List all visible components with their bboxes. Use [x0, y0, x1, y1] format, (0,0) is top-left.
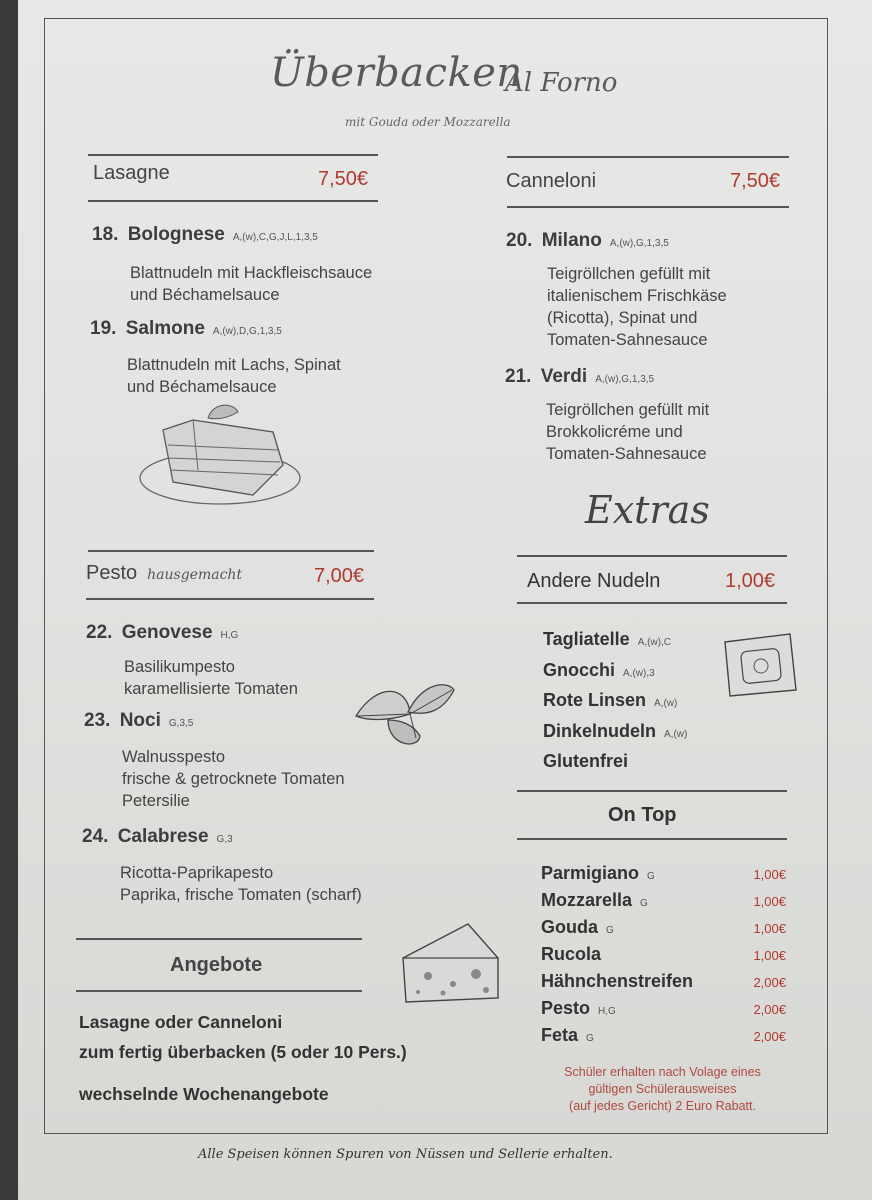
menu-item-23-desc: Walnusspesto frische & getrocknete Tomaten Petersilie: [122, 748, 345, 810]
menu-item-21-desc: Teigröllchen gefüllt mit Brokkolicréme und Tomaten-Sahnesauce: [546, 401, 710, 463]
angebote-line-2: zum fertig überbacken (5 oder 10 Pers.): [79, 1042, 407, 1062]
divider: [88, 200, 378, 202]
section-angebote-title: Angebote: [170, 954, 263, 976]
ontop-row: Gouda G 1,00€: [541, 917, 786, 937]
page-title-suffix: Al Forno: [505, 68, 618, 98]
section-pesto-price: 7,00€: [314, 565, 365, 587]
divider: [86, 598, 374, 600]
divider: [507, 156, 789, 158]
student-discount-note: Schüler erhalten nach Volage eines gültigen Schülerausweises (auf jedes Gericht) 2 Euro Rabatt.: [564, 1065, 761, 1113]
section-lasagne-price: 7,50€: [318, 168, 369, 190]
menu-item-20-desc: Teigröllchen gefüllt mit italienischem Frischkäse (Ricotta), Spinat und Tomaten-Sahnesauce: [547, 265, 727, 349]
menu-item-19: 19. Salmone A,(w),D,G,1,3,5: [90, 318, 282, 339]
divider: [88, 550, 374, 552]
allergy-footer: Alle Speisen können Spuren von Nüssen und Sellerie erhalten.: [198, 1147, 613, 1162]
list-item: Tagliatelle A,(w),C: [543, 629, 672, 649]
ontop-row: Parmigiano G 1,00€: [541, 863, 786, 883]
page-title: Überbacken: [270, 50, 523, 96]
list-item: Rote Linsen A,(w): [543, 690, 678, 710]
list-item: Glutenfrei: [543, 751, 629, 771]
menu-item-18-desc: Blattnudeln mit Hackfleischsauce und Béchamelsauce: [130, 264, 373, 304]
list-item: Dinkelnudeln A,(w): [543, 720, 688, 741]
ravioli-illustration: [720, 630, 800, 700]
page-subtitle: mit Gouda oder Mozzarella: [345, 115, 511, 129]
section-lasagne-name: Lasagne: [93, 162, 170, 184]
section-ontop-title: On Top: [608, 804, 677, 826]
menu-item-20: 20. Milano A,(w),G,1,3,5: [506, 230, 669, 251]
section-nudeln-name: Andere Nudeln: [527, 570, 661, 592]
section-pesto-header: Pesto hausgemacht: [86, 562, 243, 584]
angebote-line-3: wechselnde Wochenangebote: [79, 1084, 329, 1104]
section-canneloni-name: Canneloni: [506, 170, 597, 192]
section-canneloni-price: 7,50€: [730, 170, 781, 192]
menu-item-24-desc: Ricotta-Paprikapesto Paprika, frische Tomaten (scharf): [120, 864, 362, 904]
extras-title: Extras: [585, 488, 710, 532]
menu-item-22: 22. Genovese H,G: [86, 622, 239, 643]
cheese-illustration: [398, 918, 503, 1006]
list-item: Gnocchi A,(w),3: [543, 659, 655, 680]
angebote-line-1: Lasagne oder Canneloni: [79, 1012, 283, 1032]
ontop-row: Feta G 2,00€: [541, 1025, 786, 1045]
nudeln-list: [543, 626, 687, 779]
ontop-row: Rucola 1,00€: [541, 944, 786, 964]
divider: [76, 938, 362, 940]
ontop-row: Pesto H,G 2,00€: [541, 998, 786, 1018]
basil-illustration: [348, 676, 458, 752]
divider: [517, 838, 787, 840]
section-nudeln-price: 1,00€: [725, 570, 776, 592]
menu-item-23: 23. Noci G,3,5: [84, 710, 194, 731]
ontop-row: Hähnchenstreifen 2,00€: [541, 971, 786, 991]
divider: [517, 555, 787, 557]
menu-item-19-desc: Blattnudeln mit Lachs, Spinat und Béchamelsauce: [127, 356, 341, 396]
divider: [507, 206, 789, 208]
divider: [88, 154, 378, 156]
divider: [517, 602, 787, 604]
menu-item-24: 24. Calabrese G,3: [82, 826, 233, 847]
divider: [76, 990, 362, 992]
menu-item-21: 21. Verdi A,(w),G,1,3,5: [505, 366, 655, 387]
ontop-row: Mozzarella G 1,00€: [541, 890, 786, 910]
menu-item-22-desc: Basilikumpesto karamellisierte Tomaten: [124, 658, 298, 698]
menu-item-18: 18. Bolognese A,(w),C,G,J,L,1,3,5: [92, 224, 318, 245]
lasagne-illustration: [138, 400, 308, 515]
divider: [517, 790, 787, 792]
